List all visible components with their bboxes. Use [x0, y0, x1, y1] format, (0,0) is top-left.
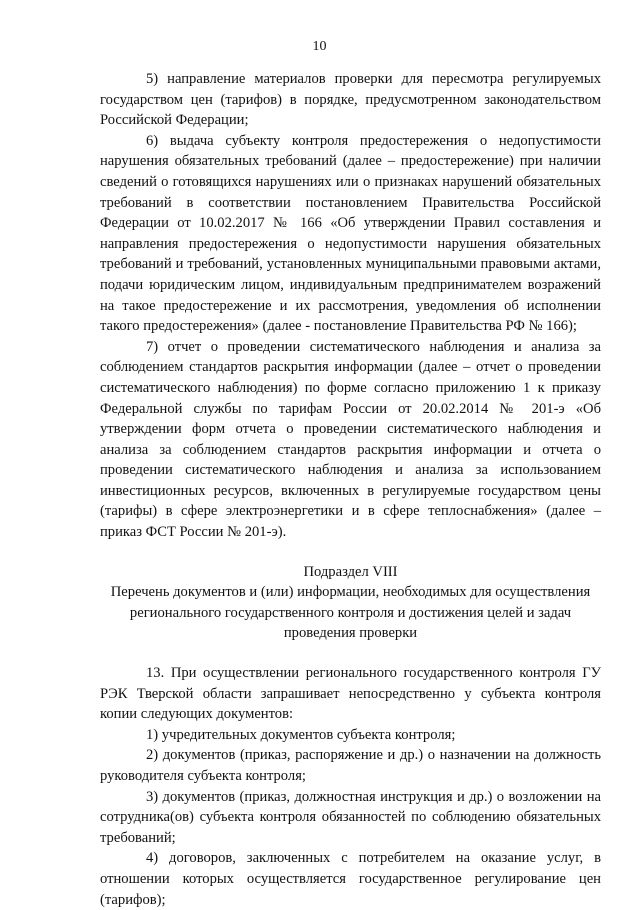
subsection-title-line-2: регионального государственного контроля и достижения целей и задач [129, 604, 572, 621]
paragraph-item-7: 7) отчет о проведении систематического наблюдения и анализа за соблюдением стандартов раскрытия информации (далее – отчет о проведении систематического наблюдения) по форме согласно приложению 1 к приказу Федеральной службы по тарифам России от 20.02.2014 № 201-э «Об утверждении форм отчета о проведении систематического наблюдения и анализа за соблюдением стандартов раскрытия информации и отчета о проведении систематического наблюдения и анализа за использованием инвестиционных ресурсов, включенных в регулируемые государством цены (тарифы) в сфере электроэнергетики и в сфере теплоснабжения» (далее – приказ ФСТ России № 201-э). [100, 338, 601, 541]
subsection-title-line-3: проведения проверки [283, 625, 418, 642]
subsection-label: Подраздел VIII [303, 563, 398, 580]
paragraph-item-6: 6) выдача субъекту контроля предостережения о недопустимости нарушения обязательных требований (далее – предостережение) при наличии сведений о готовящихся нарушениях или о признаках нарушений обязательных требований в соответствии постановлением Правительства Российской Федерации от 10.02.2017 № 166 «Об утверждении Правил составления и направления предостережения о недопустимости нарушения обязательных требований и требований, установленных муниципальными правовыми актами, подачи юридическим лицом, индивидуальным предпринимателем возражений на такое предостережение и их рассмотрения, уведомления об исполнении такого предостережения» (далее - постановление Правительства РФ № 166); [100, 132, 601, 335]
subsection-heading [100, 562, 601, 644]
paragraph-item-5: 5) направление материалов проверки для пересмотра регулируемых государством цен (тарифов) в порядке, предусмотренном законодательством Российской Федерации; [100, 71, 601, 129]
document-list-item-3: 3) документов (приказ, должностная инструкция и др.) о возложении на сотрудника(ов) субъекта контроля обязанностей по соблюдению обязательных требований; [100, 788, 601, 846]
document-list-item-1: 1) учредительных документов субъекта контроля; [146, 726, 456, 743]
subsection-title-line-1: Перечень документов и (или) информации, необходимых для осуществления [110, 584, 591, 601]
page-number: 10 [312, 39, 327, 54]
document-body [100, 69, 601, 910]
paragraph-13: 13. При осуществлении регионального государственного контроля ГУ РЭК Тверской области запрашивает непосредственно у субъекта контроля копии следующих документов: [100, 665, 601, 723]
document-list-item-4: 4) договоров, заключенных с потребителем на оказание услуг, в отношении которых осуществляется государственное регулирование цен (тарифов); [100, 850, 601, 908]
document-list-item-2: 2) документов (приказ, распоряжение и др.) о назначении на должность руководителя субъекта контроля; [100, 747, 601, 784]
